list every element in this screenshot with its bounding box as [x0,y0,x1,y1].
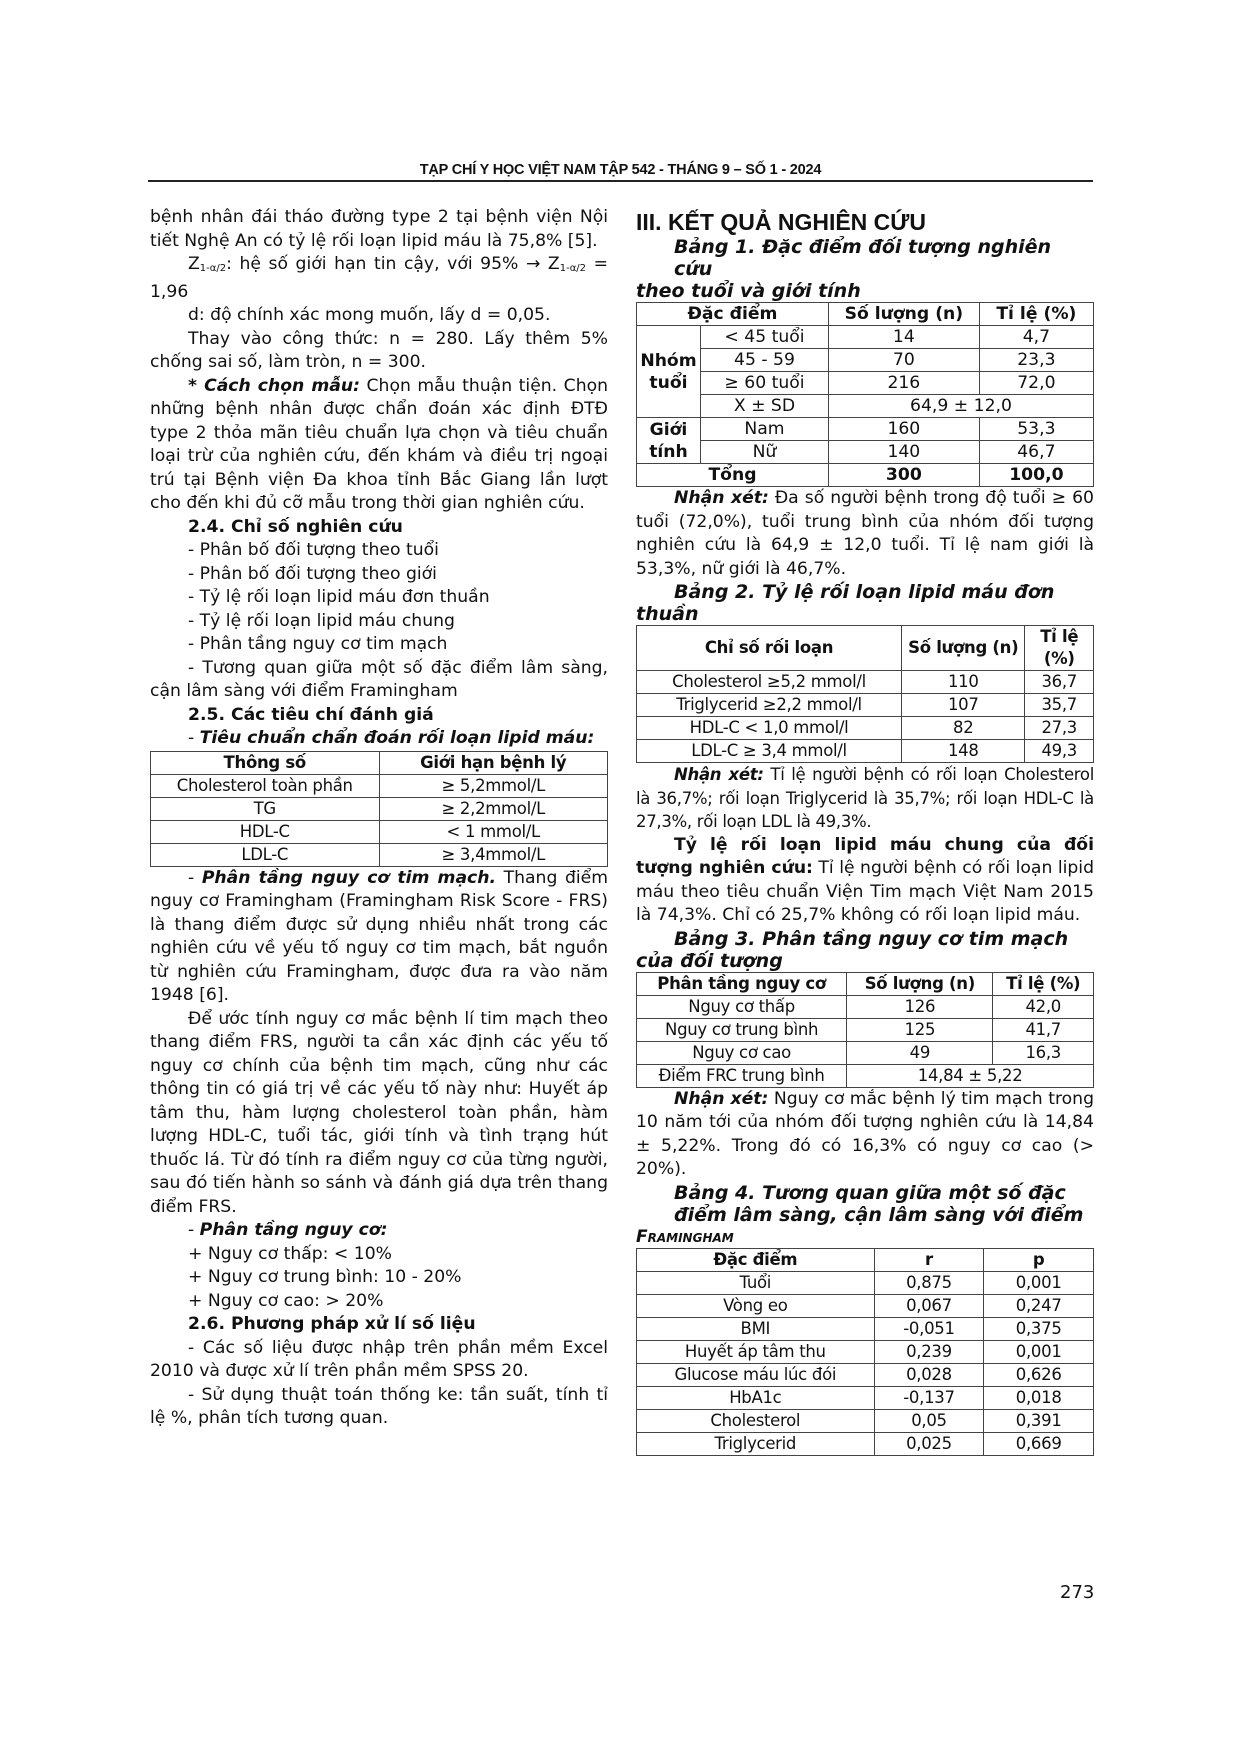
table-header: Thông số [151,751,380,774]
table-cell: Triglycerid [637,1432,875,1455]
table-row [637,418,1094,441]
table-cell: 0,875 [874,1271,984,1294]
data-processing-text: - Các số liệu được nhập trên phần mềm Excel 2010 và được xử lí trên phần mềm SPSS 20. [150,1337,608,1381]
table-cell: 216 [828,372,979,395]
table-header: Tỉ lệ (%) [1025,626,1094,671]
table-header-row [637,626,1094,671]
table-cell: 35,7 [1025,694,1094,717]
table-row [637,1064,1094,1087]
table-cell: ≥ 60 tuổi [700,372,828,395]
table-cell: 126 [847,995,993,1018]
table-cell: 0,375 [984,1317,1094,1340]
risk-stratification-title: - Phân tầng nguy cơ: [188,1220,388,1240]
table-cell: Nguy cơ trung bình [637,1018,847,1041]
table-cell: Nam [700,418,828,441]
table-cell: -0,051 [874,1317,984,1340]
table-cell: < 45 tuổi [700,326,828,349]
table-cell: 0,067 [874,1294,984,1317]
table-header-row [637,972,1094,995]
table-cell: HbA1c [637,1386,875,1409]
table-header: Chỉ số rối loạn [637,626,902,671]
table-header: p [984,1248,1094,1271]
table-1 [636,302,1094,487]
table-cell: 0,669 [984,1432,1094,1455]
table-cell: 64,9 ± 12,0 [828,395,1093,418]
table-cell: 14 [828,326,979,349]
framingham-paragraph: - Phân tầng nguy cơ tim mạch. Thang điểm nguy cơ Framingham (Framingham Risk Score - FRS) là thang điểm được sử dụng nhiều nhất trong các nghiên cứu về yếu tố nguy cơ tim mạch, bắt nguồn từ nghiên cứu Framingham, được đưa ra vào năm 1948 [6]. [150,867,608,1005]
table-cell: 0,001 [984,1340,1094,1363]
table-cell: 70 [828,349,979,372]
d-definition: d: độ chính xác mong muốn, lấy d = 0,05. [188,305,551,325]
table-cell: Nữ [700,441,828,464]
list-item: - Phân bố đối tượng theo giới [188,563,437,584]
heading-2-4: 2.4. Chỉ số nghiên cứu [188,516,403,537]
table-4-caption: Bảng 4. Tương quan giữa một số đặc điểm lâm sàng, cận lâm sàng với điểm Framingham [636,1181,1084,1247]
left-column [150,206,608,1431]
table-header: Đặc điểm [637,303,829,326]
table-cell: Cholesterol toàn phần [151,774,380,797]
table-cell: Vòng eo [637,1294,875,1317]
heading-2-6: 2.6. Phương pháp xử lí số liệu [188,1314,476,1334]
table-cell: 36,7 [1025,671,1094,694]
table-header-row [151,751,608,774]
table-cell: 14,84 ± 5,22 [847,1064,1094,1087]
table-cell: 49,3 [1025,740,1094,763]
table-cell: 42,0 [993,995,1094,1018]
table-cell: LDL-C [151,843,380,866]
table-cell: 82 [902,717,1025,740]
table-row [637,395,1094,418]
table-cell: BMI [637,1317,875,1340]
table-row [637,1317,1094,1340]
table-2 [636,625,1094,763]
table-cell: ≥ 5,2mmol/L [379,774,608,797]
table-cell: 0,025 [874,1432,984,1455]
table-cell: 125 [847,1018,993,1041]
table-header-row [637,1248,1094,1271]
table-row [637,740,1094,763]
table-4 [636,1248,1094,1456]
table-cell: 0,391 [984,1409,1094,1432]
table-cell: 53,3 [979,418,1093,441]
table-cell: HDL-C [151,820,380,843]
z-definition: $Z_{1-\alpha/2}$: hệ số giới hạn tin cậy, với $95\% \to Z_{1-\alpha/2} = 1,96$ [150,254,608,302]
paragraph-prevalence: bệnh nhân đái tháo đường type 2 tại bệnh viện Nội tiết Nghệ An có tỷ lệ rối loạn lipid máu là 75,8% [5]. [150,207,608,251]
table-cell: 41,7 [993,1018,1094,1041]
table-cell: 148 [902,740,1025,763]
table-row [637,694,1094,717]
table-cell: Cholesterol ≥5,2 mmol/l [637,671,902,694]
table-cell: Điểm FRC trung bình [637,1064,847,1087]
overall-dyslipidemia: Tỷ lệ rối loạn lipid máu chung của đối tượng nghiên cứu: Tỉ lệ người bệnh có rối loạn lipid máu theo tiêu chuẩn Viện Tim mạch Việt Nam 2015 là 74,3%. Chỉ có 25,7% không có rối loạn lipid máu. [636,834,1094,925]
heading-2-5: 2.5. Các tiêu chí đánh giá [188,704,434,725]
table-1-caption: Bảng 1. Đặc điểm đối tượng nghiên cứu theo tuổi và giới tính [636,236,1052,302]
table-cell: 0,239 [874,1340,984,1363]
table-cell: LDL-C ≥ 3,4 mmol/l [637,740,902,763]
table-row [637,349,1094,372]
comment-2: Nhận xét: Tỉ lệ người bệnh có rối loạn Cholesterol là 36,7%; rối loạn Triglycerid là 35,7%; rối loạn HDL-C là 27,3%, rối loạn LDL là 49,3%. [636,765,1094,831]
table-row [637,1432,1094,1455]
table-header: Đặc điểm [637,1248,875,1271]
table-cell: 100,0 [979,464,1093,487]
table-cell: ≥ 2,2mmol/L [379,797,608,820]
list-item: - Phân bố đối tượng theo tuổi [188,540,439,560]
lipid-criteria-table [150,751,608,867]
group-label: Nhóm tuổi [637,326,701,418]
group-label: Giới tính [637,418,701,464]
table-header: Phân tầng nguy cơ [637,972,847,995]
table-3 [636,972,1094,1088]
table-cell: 45 - 59 [700,349,828,372]
table-row [151,797,608,820]
table-cell: Tuổi [637,1271,875,1294]
list-item: - Tỷ lệ rối loạn lipid máu đơn thuần [188,587,490,607]
table-row [637,1340,1094,1363]
table-cell: 300 [828,464,979,487]
table-cell: 27,3 [1025,717,1094,740]
table-cell: -0,137 [874,1386,984,1409]
table-cell: 0,028 [874,1363,984,1386]
criteria-title: - Tiêu chuẩn chẩn đoán rối loạn lipid máu: [188,728,595,748]
table-cell: ≥ 3,4mmol/L [379,843,608,866]
header-rule [148,180,1093,182]
table-row [637,1018,1094,1041]
list-item: + Nguy cơ cao: > 20% [188,1290,384,1311]
table-total-row [637,464,1094,487]
table-row [637,1386,1094,1409]
table-row [637,671,1094,694]
comment-3: Nhận xét: Nguy cơ mắc bệnh lý tim mạch trong 10 năm tới của nhóm đối tượng nghiên cứu là 14,84 ± 5,22%. Trong đó có 16,3% có nguy cơ cao (> 20%). [636,1088,1094,1179]
table-cell: 4,7 [979,326,1093,349]
statistics-text: - Sử dụng thuật toán thống ke: tần suất, tính tỉ lệ %, phân tích tương quan. [150,1384,608,1428]
table-cell: X ± SD [700,395,828,418]
table-cell: HDL-C < 1,0 mmol/l [637,717,902,740]
sample-size-text: Thay vào công thức: n = 280. Lấy thêm 5% chống sai số, làm tròn, n = 300. [150,328,608,372]
table-cell: 46,7 [979,441,1093,464]
table-cell: Tổng [637,464,829,487]
table-2-caption: Bảng 2. Tỷ lệ rối loạn lipid máu đơn thuần [636,581,1055,625]
sampling-method: * Cách chọn mẫu: Chọn mẫu thuận tiện. Chọn những bệnh nhân được chẩn đoán xác định ĐTĐ type 2 thỏa mãn tiêu chuẩn lựa chọn và tiêu chuẩn loại trừ của nghiên cứu, đến khám và điều trị ngoại trú tại Bệnh viện Đa khoa tỉnh Bắc Giang lần lượt cho đến khi đủ cỡ mẫu trong thời gian nghiên cứu. [150,375,608,513]
table-cell: 0,626 [984,1363,1094,1386]
table-cell: 72,0 [979,372,1093,395]
table-header: Số lượng (n) [902,626,1025,671]
table-header-row [637,303,1094,326]
table-cell: 0,001 [984,1271,1094,1294]
table-header: Giới hạn bệnh lý [379,751,608,774]
table-row [637,717,1094,740]
frs-estimation-paragraph: Để ước tính nguy cơ mắc bệnh lí tim mạch theo thang điểm FRS, người ta cần xác định các yếu tố nguy cơ chính của bệnh tim mạch, cũng như các thông tin có giá trị về các yếu tố này như: Huyết áp tâm thu, hàm lượng cholesterol toàn phần, hàm lượng HDL-C, tuổi tác, giới tính và tình trạng hút thuốc lá. Từ đó tính ra điểm nguy cơ của từng người, sau đó tiến hành so sánh và đánh giá dựa trên thang điểm FRS. [150,1008,608,1217]
list-item: - Phân tầng nguy cơ tim mạch [188,634,448,654]
table-row [637,1363,1094,1386]
table-header: Tỉ lệ (%) [979,303,1093,326]
table-cell: Glucose máu lúc đói [637,1363,875,1386]
table-row [637,326,1094,349]
table-cell: 160 [828,418,979,441]
table-cell: 0,247 [984,1294,1094,1317]
list-item: - Tỷ lệ rối loạn lipid máu chung [188,610,455,631]
table-row [637,372,1094,395]
table-row [637,995,1094,1018]
table-header: r [874,1248,984,1271]
table-cell: 0,05 [874,1409,984,1432]
comment-1: Nhận xét: Đa số người bệnh trong độ tuổi ≥ 60 tuổi (72,0%), tuổi trung bình của nhóm đối tượng nghiên cứu là 64,9 ± 12,0 tuổi. Tỉ lệ nam giới là 53,3%, nữ giới là 46,7%. [636,488,1094,579]
table-row [637,1041,1094,1064]
table-cell: Triglycerid ≥2,2 mmol/l [637,694,902,717]
page-number: 273 [1060,1582,1095,1603]
table-cell: 110 [902,671,1025,694]
table-row [637,1409,1094,1432]
table-header: Số lượng (n) [847,972,993,995]
table-row [151,774,608,797]
table-3-caption: Bảng 3. Phân tầng nguy cơ tim mạch của đối tượng [636,927,1069,972]
table-row [637,1271,1094,1294]
table-cell: Cholesterol [637,1409,875,1432]
table-cell: < 1 mmol/L [379,820,608,843]
list-item: - Tương quan giữa một số đặc điểm lâm sàng, cận lâm sàng với điểm Framingham [150,657,608,701]
table-cell: 16,3 [993,1041,1094,1064]
table-row [637,1294,1094,1317]
list-item: + Nguy cơ trung bình: 10 - 20% [188,1267,462,1287]
table-header: Số lượng (n) [828,303,979,326]
table-cell: 23,3 [979,349,1093,372]
list-item: + Nguy cơ thấp: < 10% [188,1243,392,1264]
table-cell: 0,018 [984,1386,1094,1409]
table-row [637,441,1094,464]
table-cell: TG [151,797,380,820]
table-cell: Nguy cơ thấp [637,995,847,1018]
table-cell: 140 [828,441,979,464]
table-cell: Huyết áp tâm thu [637,1340,875,1363]
table-cell: Nguy cơ cao [637,1041,847,1064]
right-column [636,206,1094,1456]
journal-header: TẠP CHÍ Y HỌC VIỆT NAM TẬP 542 - THÁNG 9 – SỐ 1 - 2024 [419,162,822,178]
table-header: Tỉ lệ (%) [993,972,1094,995]
table-cell: 49 [847,1041,993,1064]
table-row [151,820,608,843]
section-title: III. KẾT QUẢ NGHIÊN CỨU [636,209,926,235]
table-row [151,843,608,866]
table-cell: 107 [902,694,1025,717]
